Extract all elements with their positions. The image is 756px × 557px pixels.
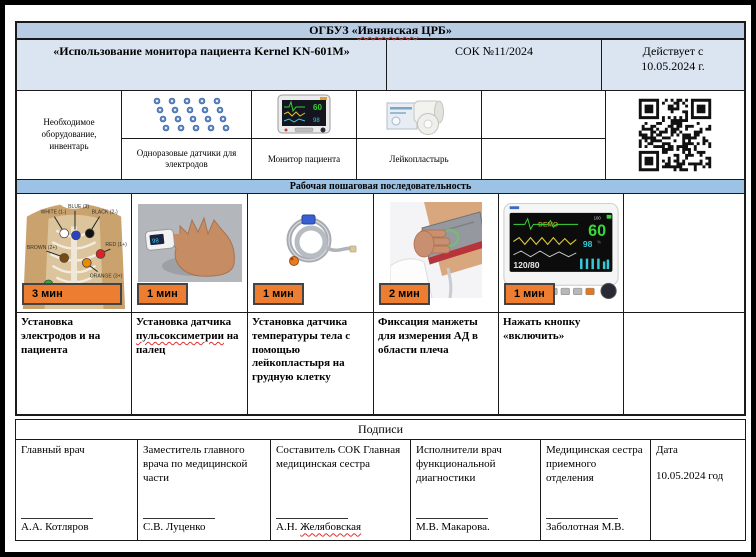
equipment-label: Необходимое оборудование, инвентарь: [17, 91, 122, 179]
step5-duration-badge: 1 мин: [504, 283, 555, 305]
equipment-empty: [482, 91, 606, 179]
patient-monitor-small-image: [252, 91, 356, 139]
step1-duration-badge: 3 мин: [22, 283, 122, 305]
signature-name: Заболотная М.В.: [546, 521, 625, 534]
signature-role: Исполнители врач функциональной диагностики: [416, 444, 502, 484]
date-label: Дата: [656, 444, 678, 456]
step-descriptions-row: [17, 313, 744, 414]
org-title: ОГБУЗ «Ивнянская ЦРБ»: [309, 23, 452, 37]
step2-image-cell: [132, 194, 248, 312]
step1-description: Установка электродов и на пациента: [17, 313, 132, 414]
svg-text:ORANGE (3+): ORANGE (3+): [89, 273, 123, 280]
signatures-table: [15, 419, 746, 541]
valid-from: [602, 40, 744, 90]
equipment-monitor: [252, 91, 357, 179]
signatures-body: [16, 440, 745, 540]
electrode-dots: [154, 98, 229, 131]
signature-line: [546, 508, 618, 519]
svg-text:98: 98: [313, 117, 320, 124]
svg-text:120/80: 120/80: [513, 260, 540, 271]
patient-monitor-label: Монитор пациента: [267, 153, 341, 164]
signature-role: Медицинская сестра приемного отделения: [546, 444, 643, 484]
valid-from-line2: 10.05.2024 г.: [641, 59, 705, 73]
adhesive-plaster-label: Лейкопластырь: [389, 153, 449, 164]
step3-image-cell: [248, 194, 374, 312]
equipment-empty-top: [482, 91, 605, 139]
electrode-pads-label: Одноразовые датчики для электродов: [136, 148, 237, 169]
svg-text:BLUE (3): BLUE (3): [68, 203, 90, 210]
sequence-header: Рабочая пошаговая последовательность: [17, 180, 744, 194]
signatures-header: Подписи: [16, 420, 745, 440]
qr-cell: [606, 91, 744, 179]
signature-deputy: [138, 440, 271, 540]
date-value: 10.05.2024 год: [656, 469, 724, 482]
svg-text:98: 98: [582, 239, 593, 250]
equipment-electrodes: [122, 91, 252, 179]
step3-description: Установка датчика температуры тела с помощью лейкопластыря на грудную клетку: [248, 313, 374, 414]
main-table: [15, 21, 746, 416]
step1-image-cell: [17, 194, 132, 312]
electrode-pads-image: [122, 91, 251, 139]
signature-name: А.А. Котляров: [21, 521, 89, 534]
equipment-empty-bottom: [482, 139, 605, 179]
title-row: [17, 40, 744, 91]
svg-text:60: 60: [588, 221, 607, 240]
signature-role: Главный врач: [21, 444, 85, 456]
step4-description: Фиксация манжеты для измерения АД в области плеча: [374, 313, 499, 414]
step5-image-cell: [499, 194, 624, 312]
signature-name: А.Н. Желябовская: [276, 521, 362, 534]
signature-date: [651, 440, 745, 540]
svg-text:BLACK (2-): BLACK (2-): [91, 209, 118, 216]
svg-text:BROWN (2+): BROWN (2+): [26, 245, 57, 252]
signature-chief-doctor: [16, 440, 138, 540]
signature-line: [143, 508, 215, 519]
signature-name: С.В. Луценко: [143, 521, 206, 534]
step5-description: Нажать кнопку «включить»: [499, 313, 624, 414]
valid-from-line1: Действует с: [642, 44, 704, 58]
step4-image-cell: [374, 194, 499, 312]
org-header: [17, 23, 744, 40]
signature-name: М.В. Макарова.: [416, 521, 490, 534]
signature-line: [276, 508, 348, 519]
signature-executor: [411, 440, 541, 540]
doc-title: «Использование монитора пациента Kernel KN-601M»: [17, 40, 387, 90]
signature-role: Составитель СОК Главная медицинская сестра: [276, 444, 401, 470]
svg-text:DEMO: DEMO: [538, 221, 559, 229]
step6-description-empty: [624, 313, 744, 414]
sok-number: СОК №11/2024: [387, 40, 602, 90]
svg-text:60: 60: [313, 102, 322, 112]
step2-duration-badge: 1 мин: [137, 283, 188, 305]
signature-role: Заместитель главного врача по медицинской части: [143, 444, 248, 484]
equipment-plaster: [357, 91, 482, 179]
adhesive-plaster-image: [357, 91, 481, 139]
svg-text:%: %: [597, 239, 601, 245]
svg-text:WHITE (1-): WHITE (1-): [40, 209, 67, 216]
step-images-row: [17, 194, 744, 313]
signature-nurse: [541, 440, 651, 540]
signature-line: [21, 508, 93, 519]
svg-text:RED (1+): RED (1+): [105, 242, 127, 249]
step4-duration-badge: 2 мин: [379, 283, 430, 305]
signature-line: [416, 508, 488, 519]
svg-text:100: 100: [593, 215, 601, 221]
svg-text:98: 98: [151, 238, 159, 246]
qr-code-icon: [630, 93, 720, 177]
step6-image-cell-empty: [624, 194, 744, 312]
signature-author: [271, 440, 411, 540]
step3-duration-badge: 1 мин: [253, 283, 304, 305]
equipment-row: [17, 91, 744, 180]
step2-description: Установка датчика пульсоксиметрии на палец: [132, 313, 248, 414]
